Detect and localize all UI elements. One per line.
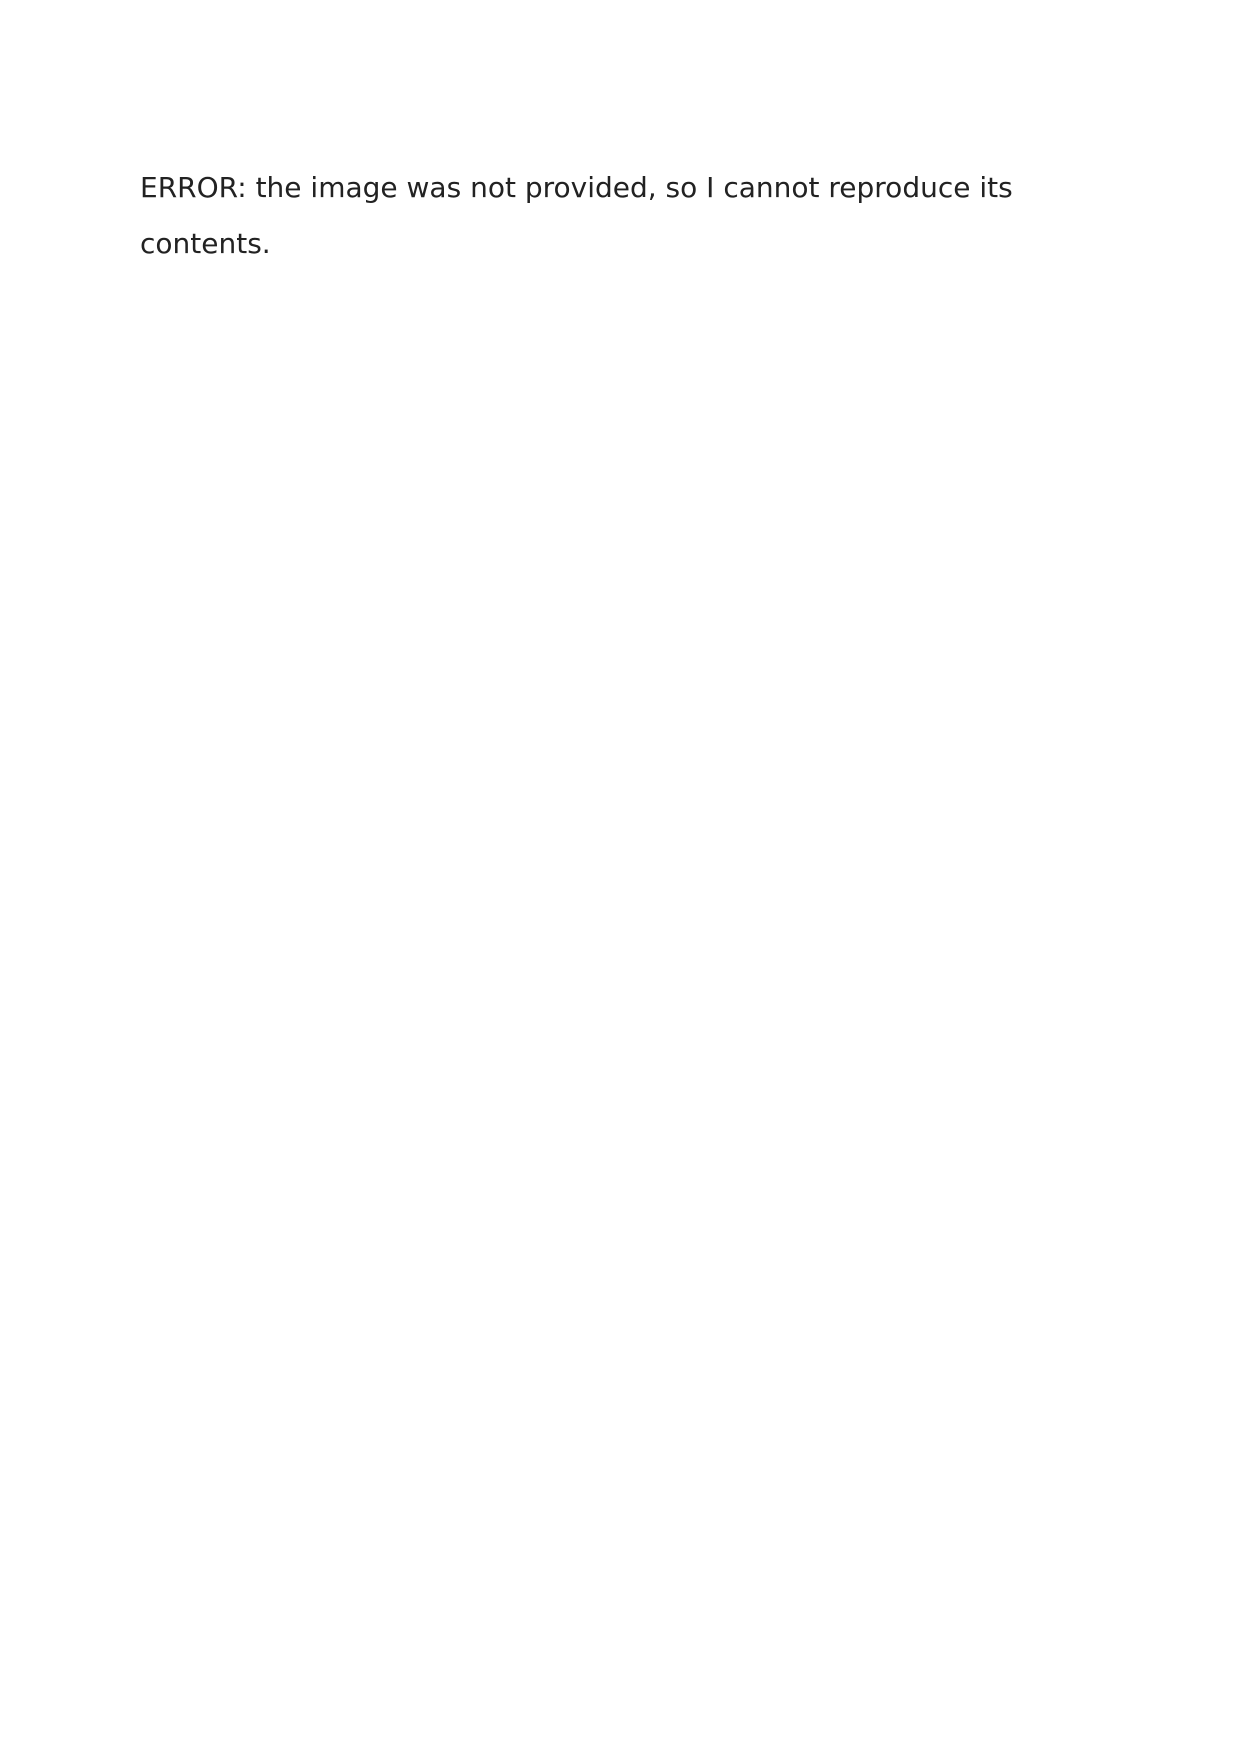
error-message: ERROR: the image was not provided, so I cannot reproduce its contents. bbox=[140, 171, 1013, 260]
